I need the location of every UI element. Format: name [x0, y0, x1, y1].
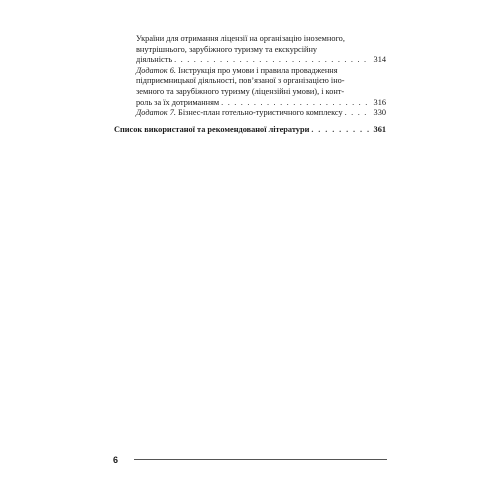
page-number: 316: [373, 97, 386, 107]
page-number: 314: [373, 55, 386, 65]
appendix-title: Бізнес-план готельно-туристичного комплексу: [175, 108, 343, 118]
toc-entry-tail-text: діяльність: [136, 55, 173, 65]
dot-leader: [221, 98, 370, 109]
toc-entry-references: [114, 125, 386, 136]
toc-entry-text-line-2: підприємницької діяльності, пов’язаної з організацією іно-: [136, 76, 345, 86]
footer-rule: [134, 459, 387, 460]
page-number: 361: [373, 124, 386, 134]
toc-entry-appendix-7: [136, 108, 386, 119]
toc-entry-tail-text: роль за їх дотриманням: [136, 97, 220, 107]
toc-entry-tail: [136, 98, 386, 109]
toc-entry-text-line-1: [136, 66, 386, 77]
table-of-contents: [114, 34, 386, 135]
dot-leader: [174, 55, 370, 66]
toc-entry-tail-text: [136, 108, 343, 119]
footer-page-number: 6: [113, 455, 119, 465]
references-title: Список використаної та рекомендованої літератури: [114, 124, 310, 134]
toc-entry-text-line-2: внутрішнього, зарубіжного туризму та екскурсійну: [136, 44, 318, 54]
toc-entry-tail: [136, 108, 386, 119]
toc-entry-text-line-1: України для отримання ліцензії на організацію іноземного,: [136, 34, 345, 43]
page-number: 330: [373, 108, 386, 118]
appendix-label: Додаток 6.: [136, 65, 176, 75]
appendix-title-start: Інструкція про умови і правила провадження: [175, 65, 338, 75]
toc-entry-tail: [136, 55, 386, 66]
toc-entry-license-application: [136, 34, 386, 66]
toc-entry-appendix-6: [136, 66, 386, 108]
appendix-label: Додаток 7.: [136, 108, 176, 118]
dot-leader: [345, 108, 370, 119]
dot-leader: [311, 125, 370, 136]
toc-entry-text-line-3: земного та зарубіжного туризму (ліцензійні умови), і конт-: [136, 86, 345, 96]
